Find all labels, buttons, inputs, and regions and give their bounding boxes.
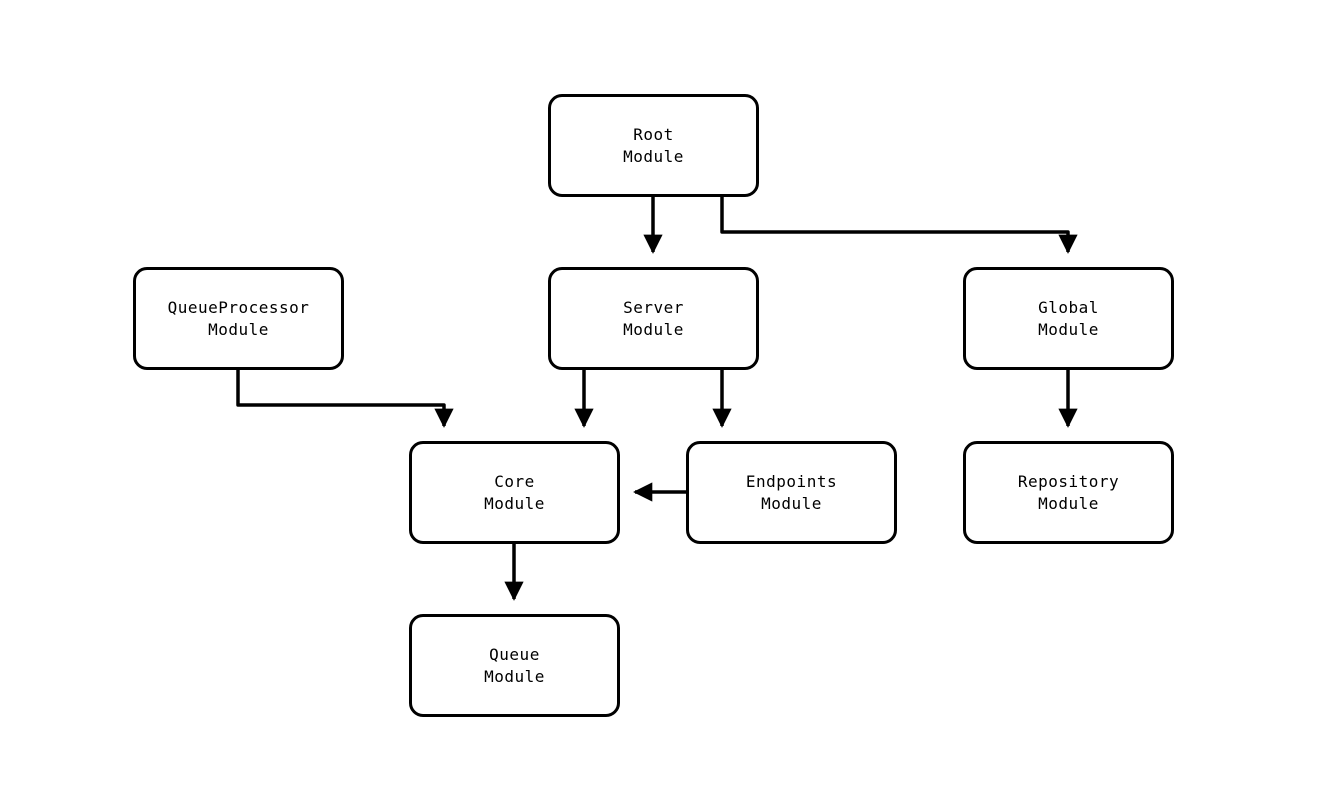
- edge-queueprocessor-to-core: [238, 370, 444, 426]
- node-endpoints-module[interactable]: [686, 441, 897, 544]
- node-global-module[interactable]: [963, 267, 1174, 370]
- node-queueprocessor-module[interactable]: [133, 267, 344, 370]
- node-label-line2: Module: [1038, 493, 1099, 513]
- node-label-line2: Module: [1038, 319, 1099, 339]
- node-label-line1: Root: [633, 124, 674, 144]
- node-core-module[interactable]: [409, 441, 620, 544]
- edge-root-to-global: [722, 197, 1068, 252]
- node-root-module[interactable]: [548, 94, 759, 197]
- node-label-line1: Core: [494, 471, 535, 491]
- node-label-line1: Global: [1038, 297, 1099, 317]
- node-queue-module[interactable]: [409, 614, 620, 717]
- node-label-line1: Queue: [489, 644, 540, 664]
- node-label-line2: Module: [484, 493, 545, 513]
- node-label-line2: Module: [623, 146, 684, 166]
- node-label-line2: Module: [208, 319, 269, 339]
- node-label-line1: QueueProcessor: [167, 297, 310, 317]
- node-label-line2: Module: [623, 319, 684, 339]
- node-label-line2: Module: [761, 493, 822, 513]
- node-label-line1: Endpoints: [745, 471, 838, 491]
- node-server-module[interactable]: [548, 267, 759, 370]
- node-repository-module[interactable]: [963, 441, 1174, 544]
- node-label-line2: Module: [484, 666, 545, 686]
- node-label-line1: Server: [623, 297, 684, 317]
- node-label-line1: Repository: [1017, 471, 1120, 491]
